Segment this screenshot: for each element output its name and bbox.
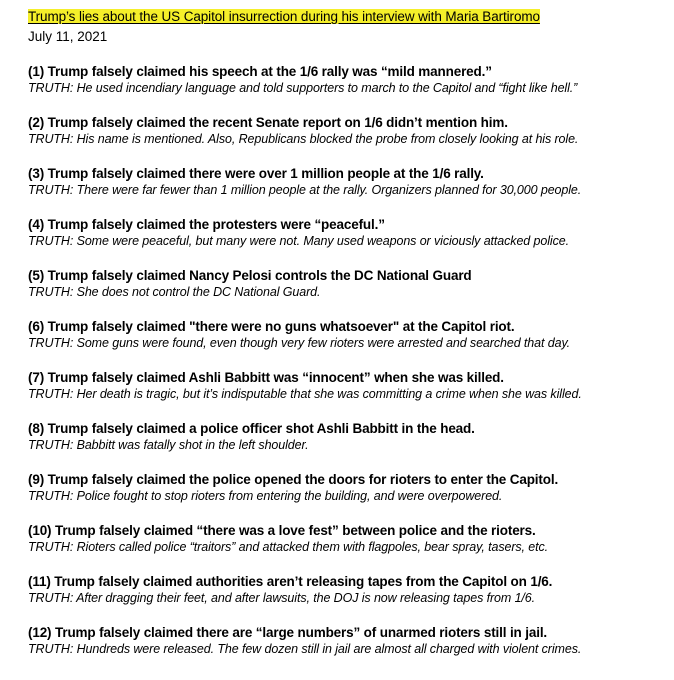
claim-item	[28, 471, 668, 505]
claim-item	[28, 216, 668, 250]
truth-text: TRUTH: Hundreds were released. The few dozen still in jail are almost all charged with violent crimes.	[28, 642, 582, 656]
claim-text: (1) Trump falsely claimed his speech at the 1/6 rally was “mild mannered.”	[28, 64, 492, 79]
claim-item	[28, 573, 668, 607]
claim-item	[28, 165, 668, 199]
claim-text: (12) Trump falsely claimed there are “large numbers” of unarmed rioters still in jail.	[28, 625, 548, 640]
claim-item	[28, 624, 668, 658]
claims-list	[28, 63, 668, 658]
document-date: July 11, 2021	[28, 29, 108, 44]
claim-text: (8) Trump falsely claimed a police officer shot Ashli Babbitt in the head.	[28, 421, 475, 436]
claim-text: (6) Trump falsely claimed "there were no guns whatsoever" at the Capitol riot.	[28, 319, 515, 334]
truth-text: TRUTH: Her death is tragic, but it’s indisputable that she was committing a crime when she was killed.	[28, 387, 582, 401]
truth-text: TRUTH: Rioters called police “traitors” and attacked them with flagpoles, bear spray, tasers, etc.	[28, 540, 549, 554]
document-title: Trump’s lies about the US Capitol insurrection during his interview with Maria Bartiromo	[28, 9, 540, 24]
claim-item	[28, 63, 668, 97]
truth-text: TRUTH: Some were peaceful, but many were not. Many used weapons or viciously attacked police.	[28, 234, 569, 248]
claim-item	[28, 114, 668, 148]
claim-text: (2) Trump falsely claimed the recent Senate report on 1/6 didn’t mention him.	[28, 115, 508, 130]
truth-text: TRUTH: After dragging their feet, and after lawsuits, the DOJ is now releasing tapes from 1/6.	[28, 591, 536, 605]
truth-text: TRUTH: There were far fewer than 1 million people at the rally. Organizers planned for 30,000 people.	[28, 183, 582, 197]
claim-text: (7) Trump falsely claimed Ashli Babbitt was “innocent” when she was killed.	[28, 370, 504, 385]
claim-item	[28, 522, 668, 556]
truth-text: TRUTH: Some guns were found, even though very few rioters were arrested and searched that day.	[28, 336, 571, 350]
claim-item	[28, 420, 668, 454]
header	[28, 8, 668, 46]
claim-text: (4) Trump falsely claimed the protesters were “peaceful.”	[28, 217, 385, 232]
claim-item	[28, 267, 668, 301]
truth-text: TRUTH: Babbitt was fatally shot in the left shoulder.	[28, 438, 309, 452]
document-page	[28, 8, 668, 675]
truth-text: TRUTH: He used incendiary language and told supporters to march to the Capitol and “fight like hell.”	[28, 81, 578, 95]
claim-item	[28, 318, 668, 352]
claim-item	[28, 369, 668, 403]
truth-text: TRUTH: His name is mentioned. Also, Republicans blocked the probe from closely looking at his role.	[28, 132, 579, 146]
claim-text: (5) Trump falsely claimed Nancy Pelosi controls the DC National Guard	[28, 268, 472, 283]
claim-text: (3) Trump falsely claimed there were over 1 million people at the 1/6 rally.	[28, 166, 484, 181]
truth-text: TRUTH: She does not control the DC National Guard.	[28, 285, 321, 299]
truth-text: TRUTH: Police fought to stop rioters from entering the building, and were overpowered.	[28, 489, 503, 503]
claim-text: (11) Trump falsely claimed authorities aren’t releasing tapes from the Capitol on 1/6.	[28, 574, 553, 589]
claim-text: (10) Trump falsely claimed “there was a love fest” between police and the rioters.	[28, 523, 536, 538]
claim-text: (9) Trump falsely claimed the police opened the doors for rioters to enter the Capitol.	[28, 472, 559, 487]
